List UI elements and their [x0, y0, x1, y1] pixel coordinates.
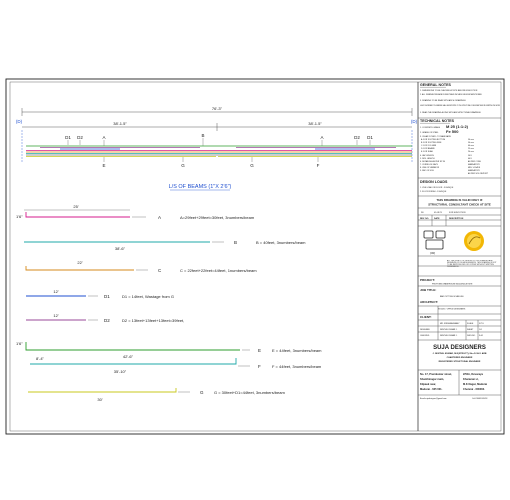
project-label: PROJECT: [420, 278, 435, 282]
bar-f-dim-side: 8'-4" [36, 356, 44, 361]
bottom-mark-f: F [316, 163, 320, 168]
sheet-label: SHEET [467, 329, 474, 331]
address-line: No. 17, Premkumar street, [420, 373, 453, 376]
bottom-mark-e: E [102, 163, 106, 168]
tech-note: 5. DEV. LENGTH [420, 158, 435, 160]
general-note: 5. READ THE DRAWING ALONG WITH ARCHITECTURAL DRAWINGS [420, 112, 481, 114]
tech-note: C. FOR COLUMN [421, 145, 437, 147]
bar-b-dim-main: 38'-6" [114, 246, 126, 251]
client-label: CLIENT: [420, 315, 432, 319]
job-title-value: BAR CUTTING SCHEDULE [440, 296, 464, 298]
bar-c-dim-main: 22' [77, 260, 83, 265]
general-note: 3. DRAWING TO BE READ WITH ARCH. DRAWINGS [420, 100, 466, 102]
tech-value: MANDATORY [468, 164, 480, 166]
general-note: 2. ALL DIMENSIONS ARE IN FEET AND INCHES UNLESS MENTIONED [420, 94, 482, 96]
dwg-label: DWG NO. [467, 335, 476, 337]
bar-e-dim-main: 42'-6" [122, 354, 134, 359]
qr-label: (OR) [430, 252, 436, 255]
concrete-grade: M 25 (1:1:2) [446, 124, 469, 129]
tech-note: 9. SBC OF SOIL [420, 170, 434, 172]
bar-c [26, 260, 257, 273]
bar-d2-letter: D2 [104, 318, 110, 323]
rev-no-label: REV. NO. [420, 218, 429, 220]
job-title-label: JOB TITLE: [420, 288, 437, 292]
address-line: Shanthinagar main, [420, 378, 445, 381]
bar-g [28, 388, 285, 402]
bar-b-description: B = 40feet, 3numbers/beam [256, 240, 306, 245]
bar-a-dim-main: 25' [73, 204, 79, 209]
bar-d1-description: D1 = 14feet, Wastage from G [122, 294, 174, 299]
overall-dimension: 76'-3" [211, 106, 223, 111]
top-mark-d2-left: D2 [77, 135, 83, 140]
section-title: L/S OF BEAMS (1"X 2'6") [168, 184, 232, 190]
company-subtitle-3: REGISTERED STRUCTURAL ENGINEER [438, 361, 481, 363]
company-subtitle-2: CHARTERED ENGINEER [446, 357, 473, 359]
span-left-dimension: 38'-1.5" [113, 121, 127, 126]
address-line: M.K Nagar, Madurai [463, 383, 488, 386]
date-label: DATE [434, 218, 440, 220]
bar-g-letter: G [200, 390, 204, 395]
sheet-value: 1/4 [479, 329, 482, 331]
bar-a-letter: A [158, 215, 162, 220]
bottom-mark-g-right: G [250, 163, 254, 168]
address-line: Madurai - 625 001. [420, 388, 443, 391]
general-notes-list [420, 89, 510, 114]
contact-email: Email:sujadesigner@gmail.com [420, 398, 447, 400]
general-note: 1. DIMENSIONS TO BE CHECKED AT SITE BEFORE EXECUTION [420, 90, 478, 92]
tech-note: 1. CONCRETE GRADE [420, 127, 440, 129]
technical-notes-right [468, 139, 489, 175]
bar-c-description: C = 22feet+22feet=44feet, 1numbers/beam [180, 268, 257, 273]
bottom-mark-g-left: G [181, 163, 185, 168]
steel-grade: Fe 500 [446, 129, 459, 134]
bar-d1-letter: D1 [104, 294, 110, 299]
checked-value: SENTHIL KUMAR J. [440, 335, 458, 337]
checked-label: CHECKED [420, 335, 430, 337]
tech-value: 50 mm [468, 142, 474, 144]
technical-notes-title: TECHNICAL NOTES [420, 119, 455, 123]
top-mark-d1-left: D1 [65, 135, 71, 140]
bar-d1-dim-main: 12' [53, 289, 59, 294]
tech-note: 4. LAP LENGTH [420, 155, 434, 157]
bar-f [30, 356, 322, 374]
design-load: 2. FLOOR FINISH - 1 kN/SQ.M [420, 191, 447, 193]
bar-d2-dim-main: 12' [53, 313, 59, 318]
tech-value: AS PER SOIL REPORT [468, 173, 489, 175]
tech-note: D. FOR BEAMS [421, 148, 435, 150]
bar-e-letter: E [258, 348, 262, 353]
tech-value: 50 D [468, 155, 472, 157]
bar-g-dim-main: 30' [97, 397, 103, 402]
bar-e-description: E = 44feet, 3numbers/beam [272, 348, 322, 353]
bar-e [16, 341, 322, 359]
top-mark-d1-right: D1 [367, 135, 373, 140]
architect-value: STUDIO / OFFICE DESIGNERS [438, 308, 466, 311]
span-right-dimension: 38'-1.5" [308, 121, 322, 126]
design-load: 1. LIVE LOAD ON FLOOR - 3 kN/SQ.M [420, 187, 454, 189]
bar-c-letter: C [158, 268, 162, 273]
rev-row-no: R0 [421, 212, 424, 214]
bar-d2 [26, 313, 184, 323]
address-line: Kharamai st, [463, 378, 479, 381]
client-value: MR. KRISHNASWAMY [440, 323, 460, 325]
tech-value: 20 mm [468, 151, 474, 153]
top-mark-a-left: A [102, 135, 106, 140]
general-note: 4. ANY DISCREPANCY IN DRAWING SHALL BE REPORTED TO THE STRUCTURAL CONSULTANT BEFORE STARTING THE WORK [420, 106, 510, 107]
tech-note: 7. CURING 14 DAYS [420, 164, 438, 166]
bar-f-dim-main: 35'-10" [113, 369, 127, 374]
bar-b-letter: B [234, 240, 238, 245]
bar-a-description: A=29feet+29feet=30feet, 3numbers/beam [180, 215, 255, 220]
bar-g-description: G = 30feet+D1=44feet, 3numbers/beam [214, 390, 285, 395]
bar-e-dim-side: 1'6" [16, 341, 23, 346]
bar-f-description: F = 44feet, 3numbers/beam [272, 364, 322, 369]
address-right [463, 372, 487, 391]
bar-a-dim-side: 1'6" [16, 214, 23, 219]
rev-row-desc: FOR EXECUTION [449, 212, 466, 214]
bar-f-letter: F [258, 364, 261, 369]
tech-value: 50 mm [468, 139, 474, 141]
designed-value: SENTHIL KUMAR J. [440, 329, 458, 331]
address-line: Chennai - 600002. [463, 388, 485, 391]
copyright-note: ALL THE RIGHTS OF DESIGN OF THIS DRAWING ARE RESERVED BY SUJA DESIGNERS. THIS DRAWING IS NOT TO BE REPRODUCED OR COPIED WITHOUT WRITTEN PERMISSION. [447, 260, 497, 269]
address-left [420, 372, 452, 391]
tech-value: 40 mm [468, 145, 474, 147]
bar-d1 [26, 289, 174, 299]
bar-a [16, 204, 255, 220]
tech-value: AS PER CODE [468, 161, 481, 163]
validity-line-2: STRUCTURAL CONSULTANT CHECK AT SITE [428, 202, 491, 207]
main-beam-elevation [16, 106, 418, 168]
tech-value: 25 mm [468, 148, 474, 150]
right-grid-marker: (D) [410, 119, 418, 124]
scale-label: SCALE [467, 323, 474, 325]
tech-value: 40 D [468, 158, 472, 160]
qr-icons [424, 231, 445, 249]
company-subtitle-1: J. SENTHIL KUMAR, M.E(STRUCT), Mrs.D.SUJ. ARB [432, 353, 487, 355]
tech-note: A. FOR FOOTING BOTTOM [421, 139, 446, 141]
tech-note: 3. CLEAR COVER - TO MAIN BARS [420, 136, 451, 138]
architect-label: ARCHITECT: [420, 300, 438, 304]
project-value: PROPOSED WAREHOUSE BUILDING AT SITE [432, 283, 473, 286]
tech-value: MANDATORY [468, 170, 480, 172]
tech-note: 6. DETAILING AS PER SP 34 [420, 161, 445, 163]
company-logo-icon [464, 231, 484, 251]
address-line: 2/50A, Devaraya [463, 373, 483, 376]
company-name: SUJA DESIGNERS [433, 345, 486, 351]
description-label: DESCRIPTION [449, 218, 464, 220]
left-grid-marker: (D) [15, 119, 23, 124]
top-mark-a-right: A [320, 135, 324, 140]
bar-d2-description: D2 = 13feet+13feet+13feet=39feet, [122, 318, 185, 323]
tech-note: B. FOR FOOTING SIDE [421, 142, 442, 144]
scale-value: N.T.S [479, 323, 484, 325]
tech-note: 8. USE OF VIBRATOR [420, 167, 440, 169]
top-mark-d2-right: D2 [354, 135, 360, 140]
general-notes-title: GENERAL NOTES [420, 83, 451, 87]
design-loads-title: DESIGN LOADS [420, 180, 448, 184]
rev-row-date: 01.08.23 [434, 212, 442, 214]
tech-note: 2. GRADE OF STEEL [420, 132, 439, 134]
tech-value: MIN. 14 DAYS [468, 167, 481, 169]
bar-b [24, 240, 306, 251]
address-line: Kilpauk near, [420, 383, 437, 386]
validity-line-1: THIS DRAWING IS VALID ONLY IF [436, 198, 483, 202]
top-mark-b: B [201, 133, 205, 138]
contact-phone: Cell: 98403 05453 [472, 398, 488, 400]
tech-note: E. FOR SLAB [421, 151, 433, 153]
dwg-value: S-01 [479, 335, 483, 337]
designed-label: DESIGNED [420, 329, 430, 331]
